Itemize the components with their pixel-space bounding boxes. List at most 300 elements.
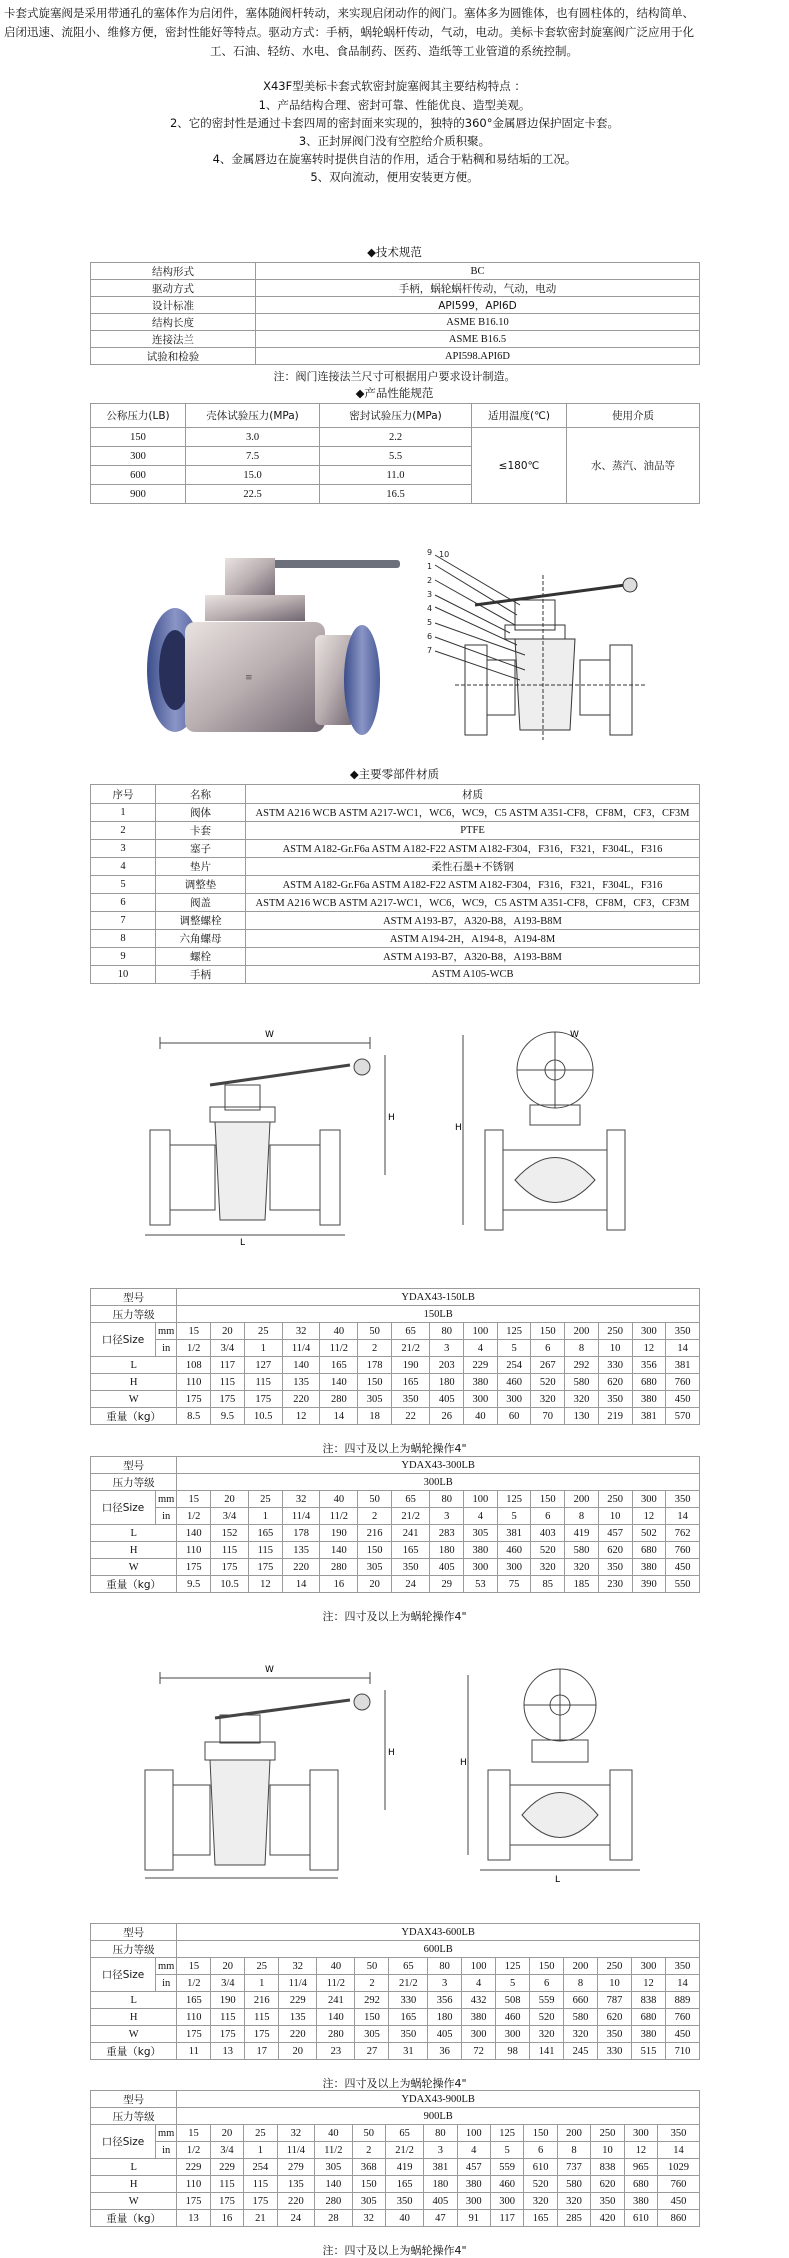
table-row xyxy=(91,1408,700,1425)
dim-value: 115 xyxy=(210,2176,243,2193)
size-in: 6 xyxy=(531,1340,565,1357)
size-mm: 32 xyxy=(279,1958,317,1975)
part-name: 六角螺母 xyxy=(156,930,246,948)
dim-value: 180 xyxy=(424,2176,457,2193)
table-row xyxy=(91,1508,700,1525)
weight-value: 29 xyxy=(430,1576,464,1593)
size-in: 2 xyxy=(358,1340,392,1357)
dim-value: 432 xyxy=(462,1992,496,2009)
features-list xyxy=(0,96,789,186)
dim-value: 680 xyxy=(632,1542,666,1559)
size-mm: 125 xyxy=(490,2125,523,2142)
size-in: 5 xyxy=(497,1508,531,1525)
dim-label-w: W xyxy=(265,1030,274,1040)
unit-label: in xyxy=(156,1340,177,1357)
dim-value: 350 xyxy=(591,2193,624,2210)
dim-value: 220 xyxy=(282,1391,320,1408)
dim-value: 419 xyxy=(565,1525,599,1542)
size-mm: 250 xyxy=(591,2125,624,2142)
size-in: 12 xyxy=(632,1340,666,1357)
dim-value: 760 xyxy=(658,2176,700,2193)
dim-value: 280 xyxy=(320,1391,358,1408)
size-table xyxy=(90,1288,700,1425)
part-label: 10 xyxy=(439,550,450,559)
size-in: 8 xyxy=(565,1340,599,1357)
size-in: 3/4 xyxy=(211,1508,249,1525)
dim-value: 450 xyxy=(665,2026,699,2043)
size-in: 3 xyxy=(430,1508,464,1525)
size-in: 1 xyxy=(248,1508,282,1525)
dim-value: 350 xyxy=(389,2026,428,2043)
weight-value: 72 xyxy=(462,2043,496,2060)
materials-title: ◆主要零部件材质 xyxy=(349,767,440,781)
size-in: 6 xyxy=(524,2142,557,2159)
part-label: 3 xyxy=(427,590,433,599)
weight-value: 85 xyxy=(531,1576,565,1593)
dim-value: 280 xyxy=(320,1559,358,1576)
table-header-row xyxy=(91,785,700,804)
dim-value: 760 xyxy=(666,1542,700,1559)
size-in: 21/2 xyxy=(386,2142,424,2159)
cell: 22.5 xyxy=(186,485,320,504)
size-mm: 100 xyxy=(457,2125,490,2142)
dim-label-w: W xyxy=(265,1665,274,1675)
weight-value: 13 xyxy=(177,2210,210,2227)
table-row xyxy=(91,1374,700,1391)
dim-value: 241 xyxy=(317,1992,355,2009)
size-in: 5 xyxy=(496,1975,530,1992)
dim-label: W xyxy=(91,1559,177,1576)
part-material: ASTM A216 WCB ASTM A217-WC1，WC6，WC9，C5 ASTM A351-CF8，CF8M，CF3，CF3M xyxy=(246,894,700,912)
dim-value: 405 xyxy=(428,2026,462,2043)
unit-label: in xyxy=(156,1508,177,1525)
weight-value: 130 xyxy=(565,1408,599,1425)
dim-value: 165 xyxy=(386,2176,424,2193)
dim-value: 838 xyxy=(591,2159,624,2176)
dim-value: 380 xyxy=(632,2026,666,2043)
dim-value: 140 xyxy=(320,1374,358,1391)
cell: 16.5 xyxy=(320,485,472,504)
size-mm: 40 xyxy=(317,1958,355,1975)
model-label: 型号 xyxy=(91,1289,177,1306)
table-row xyxy=(91,2176,700,2193)
size-in: 12 xyxy=(624,2142,657,2159)
size-mm: 40 xyxy=(320,1323,358,1340)
weight-value: 390 xyxy=(632,1576,666,1593)
part-material: ASTM A105-WCB xyxy=(246,966,700,984)
dim-value: 175 xyxy=(211,1391,245,1408)
weight-value: 20 xyxy=(279,2043,317,2060)
dim-value: 115 xyxy=(244,2176,277,2193)
col-header: 密封试验压力(MPa) xyxy=(320,404,472,428)
size-in: 3 xyxy=(428,1975,462,1992)
feature-item: 5、双向流动，便用安装更方便。 xyxy=(310,170,479,184)
table-row xyxy=(91,297,700,314)
table-row xyxy=(91,1340,700,1357)
weight-value: 13 xyxy=(211,2043,245,2060)
dim-value: 305 xyxy=(358,1559,392,1576)
dim-value: 356 xyxy=(632,1357,666,1374)
dim-label: L xyxy=(91,2159,177,2176)
spec-key: 设计标准 xyxy=(91,297,256,314)
table-row xyxy=(91,2210,700,2227)
size-mm: 200 xyxy=(557,2125,590,2142)
size-in: 11/4 xyxy=(282,1508,320,1525)
dim-value: 381 xyxy=(497,1525,531,1542)
size-in: 10 xyxy=(598,1975,632,1992)
size-in: 3/4 xyxy=(211,1975,245,1992)
dim-value: 320 xyxy=(531,1391,565,1408)
dim-value: 580 xyxy=(564,2009,598,2026)
size-in: 14 xyxy=(658,2142,700,2159)
table-row xyxy=(91,314,700,331)
spec-key: 结构长度 xyxy=(91,314,256,331)
dim-value: 380 xyxy=(462,2009,496,2026)
dim-value: 115 xyxy=(211,1374,245,1391)
size-in: 1/2 xyxy=(177,1340,211,1357)
dim-value: 229 xyxy=(177,2159,210,2176)
dim-label: L xyxy=(91,1357,177,1374)
class-value: 300LB xyxy=(177,1474,700,1491)
weight-value: 420 xyxy=(591,2210,624,2227)
dim-value: 115 xyxy=(248,1542,282,1559)
size-in: 3 xyxy=(424,2142,457,2159)
dim-value: 305 xyxy=(358,1391,392,1408)
size-mm: 32 xyxy=(282,1323,320,1340)
size-mm: 350 xyxy=(665,1958,699,1975)
valve-product-photo xyxy=(130,540,410,750)
class-label: 压力等级 xyxy=(91,1941,177,1958)
dim-value: 305 xyxy=(315,2159,352,2176)
dim-value: 229 xyxy=(464,1357,498,1374)
table-note: 注：四寸及以上为蜗轮操作4" xyxy=(322,2244,467,2257)
intro-paragraph xyxy=(4,4,784,61)
dim-label: L xyxy=(91,1525,177,1542)
part-label: 2 xyxy=(427,576,433,585)
row-number: 6 xyxy=(91,894,156,912)
spec-value: ASME B16.5 xyxy=(256,331,700,348)
dim-value: 405 xyxy=(430,1391,464,1408)
dim-value: 175 xyxy=(211,2026,245,2043)
dim-value: 559 xyxy=(490,2159,523,2176)
dim-value: 610 xyxy=(524,2159,557,2176)
dim-value: 580 xyxy=(565,1374,599,1391)
size-label: 口径Size xyxy=(91,1491,156,1525)
dim-value: 175 xyxy=(177,2026,211,2043)
size-mm: 200 xyxy=(565,1491,599,1508)
dim-label: W xyxy=(91,1391,177,1408)
weight-value: 24 xyxy=(391,1576,429,1593)
row-number: 3 xyxy=(91,840,156,858)
size-in: 4 xyxy=(462,1975,496,1992)
size-mm: 150 xyxy=(531,1323,565,1340)
size-mm: 125 xyxy=(497,1323,531,1340)
size-mm: 300 xyxy=(632,1491,666,1508)
size-in: 11/2 xyxy=(317,1975,355,1992)
dim-value: 660 xyxy=(564,1992,598,2009)
size-mm: 125 xyxy=(497,1491,531,1508)
weight-value: 21 xyxy=(244,2210,277,2227)
dim-value: 190 xyxy=(211,1992,245,2009)
weight-value: 515 xyxy=(632,2043,666,2060)
size-in: 8 xyxy=(565,1508,599,1525)
size-mm: 150 xyxy=(524,2125,557,2142)
table-row xyxy=(91,1391,700,1408)
dim-label: W xyxy=(91,2193,177,2210)
table-row xyxy=(91,2026,700,2043)
table-row xyxy=(91,1542,700,1559)
weight-value: 165 xyxy=(524,2210,557,2227)
dim-value: 165 xyxy=(389,2009,428,2026)
dim-value: 216 xyxy=(245,1992,279,2009)
size-mm: 150 xyxy=(531,1491,565,1508)
part-material: ASTM A193-B7，A320-B8，A193-B8M xyxy=(246,948,700,966)
size-in: 11/2 xyxy=(315,2142,352,2159)
size-mm: 250 xyxy=(598,1958,632,1975)
tech-spec-title: ◆技术规范 xyxy=(367,245,422,259)
size-mm: 50 xyxy=(358,1323,392,1340)
size-mm: 100 xyxy=(462,1958,496,1975)
dim-value: 350 xyxy=(386,2193,424,2210)
table-row xyxy=(91,348,700,365)
size-in: 11/2 xyxy=(320,1508,358,1525)
part-material: ASTM A182-Gr.F6a ASTM A182-F22 ASTM A182-F304，F316，F321，F304L，F316 xyxy=(246,840,700,858)
size-mm: 32 xyxy=(277,2125,314,2142)
part-label: 1 xyxy=(427,562,433,571)
dim-value: 150 xyxy=(355,2009,389,2026)
weight-value: 285 xyxy=(557,2210,590,2227)
unit-label: mm xyxy=(156,1958,177,1975)
unit-label: mm xyxy=(156,2125,177,2142)
cell: 7.5 xyxy=(186,447,320,466)
model-label: 型号 xyxy=(91,1924,177,1941)
dim-value: 580 xyxy=(557,2176,590,2193)
weight-value: 14 xyxy=(282,1576,320,1593)
size-mm: 300 xyxy=(632,1323,666,1340)
size-in: 10 xyxy=(598,1508,632,1525)
dim-value: 760 xyxy=(666,1374,700,1391)
weight-value: 28 xyxy=(315,2210,352,2227)
size-mm: 80 xyxy=(430,1323,464,1340)
size-mm: 20 xyxy=(211,1958,245,1975)
dim-value: 135 xyxy=(279,2009,317,2026)
size-in: 14 xyxy=(666,1508,700,1525)
dim-value: 680 xyxy=(632,2009,666,2026)
unit-label: mm xyxy=(156,1323,177,1340)
weight-value: 47 xyxy=(424,2210,457,2227)
size-mm: 20 xyxy=(210,2125,243,2142)
dim-value: 165 xyxy=(320,1357,358,1374)
part-name: 卡套 xyxy=(156,822,246,840)
size-in: 11/4 xyxy=(282,1340,320,1357)
dim-value: 165 xyxy=(391,1374,429,1391)
feature-item: 2、它的密封性是通过卡套四周的密封面来实现的，独特的360°金属唇边保护固定卡套。 xyxy=(169,116,619,130)
dim-value: 838 xyxy=(632,1992,666,2009)
weight-value: 141 xyxy=(530,2043,564,2060)
dim-value: 300 xyxy=(462,2026,496,2043)
size-table xyxy=(90,1456,700,1593)
cell: 15.0 xyxy=(186,466,320,485)
dim-value: 457 xyxy=(457,2159,490,2176)
table-row xyxy=(91,1992,700,2009)
dim-value: 178 xyxy=(358,1357,392,1374)
size-mm: 250 xyxy=(598,1323,632,1340)
part-label: 5 xyxy=(427,618,433,627)
size-in: 2 xyxy=(352,2142,385,2159)
part-material: ASTM A182-Gr.F6a ASTM A182-F22 ASTM A182-F304，F316，F321，F304L，F316 xyxy=(246,876,700,894)
row-number: 8 xyxy=(91,930,156,948)
dim-value: 300 xyxy=(497,1559,531,1576)
table-row xyxy=(91,1306,700,1323)
temp-cell: ≤180℃ xyxy=(472,428,567,504)
size-mm: 15 xyxy=(177,2125,210,2142)
weight-value: 10.5 xyxy=(244,1408,282,1425)
weight-value: 9.5 xyxy=(211,1408,245,1425)
dim-value: 241 xyxy=(391,1525,429,1542)
size-in: 21/2 xyxy=(391,1508,429,1525)
table-row xyxy=(91,263,700,280)
dim-value: 559 xyxy=(530,1992,564,2009)
dim-value: 305 xyxy=(355,2026,389,2043)
size-in: 6 xyxy=(530,1975,564,1992)
cell: 2.2 xyxy=(320,428,472,447)
size-in: 4 xyxy=(464,1340,498,1357)
weight-value: 23 xyxy=(317,2043,355,2060)
size-mm: 150 xyxy=(530,1958,564,1975)
table-row xyxy=(91,1289,700,1306)
dim-value: 220 xyxy=(279,2026,317,2043)
dimension-drawing-handle-2 xyxy=(140,1660,400,1885)
dim-label: L xyxy=(91,1992,177,2009)
spec-value: BC xyxy=(256,263,700,280)
weight-value: 14 xyxy=(320,1408,358,1425)
dim-value: 292 xyxy=(355,1992,389,2009)
table-row xyxy=(91,1357,700,1374)
dim-value: 380 xyxy=(464,1542,498,1559)
dim-value: 405 xyxy=(430,1559,464,1576)
size-in: 2 xyxy=(358,1508,392,1525)
dim-value: 460 xyxy=(496,2009,530,2026)
part-name: 阀体 xyxy=(156,804,246,822)
col-header: 壳体试验压力(MPa) xyxy=(186,404,320,428)
dim-value: 460 xyxy=(497,1542,531,1559)
table-row xyxy=(91,876,700,894)
size-in: 3/4 xyxy=(210,2142,243,2159)
weight-value: 230 xyxy=(598,1576,632,1593)
class-label: 压力等级 xyxy=(91,2108,177,2125)
table-row xyxy=(91,804,700,822)
dim-value: 520 xyxy=(531,1542,565,1559)
size-mm: 25 xyxy=(244,1323,282,1340)
dim-value: 320 xyxy=(557,2193,590,2210)
dim-value: 300 xyxy=(457,2193,490,2210)
dimension-drawing-gear xyxy=(455,1025,655,1245)
dim-label: H xyxy=(91,2009,177,2026)
dim-value: 117 xyxy=(211,1357,245,1374)
dim-value: 737 xyxy=(557,2159,590,2176)
part-label: 7 xyxy=(427,646,433,655)
size-in: 21/2 xyxy=(389,1975,428,1992)
features-title: X43F型美标卡套式软密封旋塞阀其主要结构特点 ： xyxy=(263,79,526,93)
weight-value: 245 xyxy=(564,2043,598,2060)
size-mm: 25 xyxy=(248,1491,282,1508)
dim-value: 320 xyxy=(524,2193,557,2210)
table-row xyxy=(91,2091,700,2108)
dim-value: 140 xyxy=(282,1357,320,1374)
col-header: 使用介质 xyxy=(567,404,700,428)
dim-value: 175 xyxy=(244,1391,282,1408)
dim-value: 320 xyxy=(564,2026,598,2043)
weight-value: 60 xyxy=(497,1408,531,1425)
size-mm: 350 xyxy=(666,1323,700,1340)
cell: 5.5 xyxy=(320,447,472,466)
dim-value: 508 xyxy=(496,1992,530,2009)
dim-label: H xyxy=(91,2176,177,2193)
col-header: 公称压力(LB) xyxy=(91,404,186,428)
dim-value: 300 xyxy=(496,2026,530,2043)
feature-item: 3、正封屏阀门没有空腔给介质积聚。 xyxy=(298,134,491,148)
part-name: 手柄 xyxy=(156,966,246,984)
size-in: 14 xyxy=(666,1340,700,1357)
dim-value: 175 xyxy=(248,1559,282,1576)
dim-value: 135 xyxy=(282,1542,320,1559)
size-in: 3 xyxy=(430,1340,464,1357)
dim-value: 115 xyxy=(211,2009,245,2026)
size-mm: 200 xyxy=(565,1323,599,1340)
dim-label-h: H xyxy=(460,1758,467,1768)
weight-value: 40 xyxy=(386,2210,424,2227)
cell: 600 xyxy=(91,466,186,485)
dim-value: 965 xyxy=(624,2159,657,2176)
tech-note: 注：阀门连接法兰尺寸可根据用户要求设计制造。 xyxy=(273,370,516,383)
weight-value: 27 xyxy=(355,2043,389,2060)
weight-value: 860 xyxy=(658,2210,700,2227)
dim-value: 165 xyxy=(391,1542,429,1559)
dim-value: 180 xyxy=(430,1542,464,1559)
table-row xyxy=(91,1525,700,1542)
weight-value: 9.5 xyxy=(177,1576,211,1593)
dim-label-h: H xyxy=(388,1113,395,1123)
table-row xyxy=(91,280,700,297)
part-name: 阀盖 xyxy=(156,894,246,912)
class-label: 压力等级 xyxy=(91,1474,177,1491)
weight-value: 117 xyxy=(490,2210,523,2227)
dim-value: 220 xyxy=(282,1559,320,1576)
size-in: 10 xyxy=(598,1340,632,1357)
row-number: 7 xyxy=(91,912,156,930)
table-row xyxy=(91,1457,700,1474)
dim-value: 305 xyxy=(464,1525,498,1542)
size-label: 口径Size xyxy=(91,1323,156,1357)
dim-label: W xyxy=(91,2026,177,2043)
part-name: 垫片 xyxy=(156,858,246,876)
dim-value: 520 xyxy=(530,2009,564,2026)
table-note: 注：四寸及以上为蜗轮操作4" xyxy=(322,2077,467,2090)
class-label: 压力等级 xyxy=(91,1306,177,1323)
size-in: 5 xyxy=(497,1340,531,1357)
weight-value: 91 xyxy=(457,2210,490,2227)
row-number: 2 xyxy=(91,822,156,840)
dim-value: 419 xyxy=(386,2159,424,2176)
size-mm: 40 xyxy=(320,1491,358,1508)
table-row xyxy=(91,331,700,348)
svg-text:≡: ≡ xyxy=(245,673,253,683)
table-row xyxy=(91,948,700,966)
part-material: PTFE xyxy=(246,822,700,840)
part-name: 调整垫 xyxy=(156,876,246,894)
dim-label-h: H xyxy=(455,1123,462,1133)
dim-label-h: H xyxy=(388,1748,395,1758)
